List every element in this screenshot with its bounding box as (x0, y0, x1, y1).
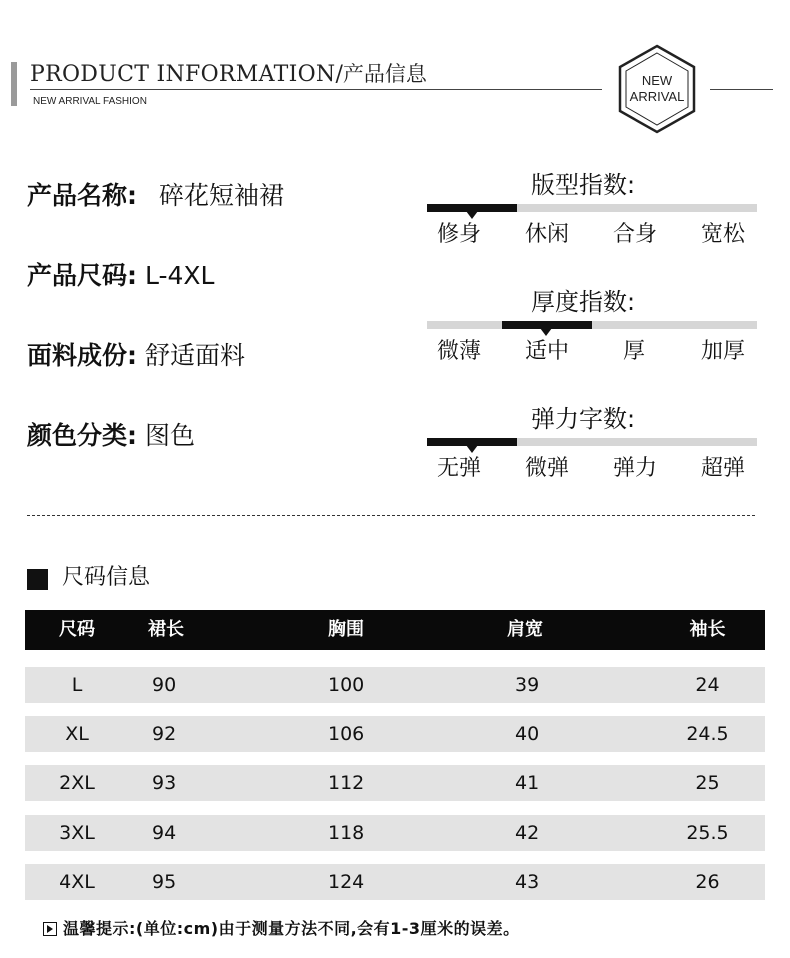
column-header: 肩宽 (507, 619, 543, 640)
size-table-header (25, 610, 765, 650)
table-row (25, 815, 765, 851)
measurement-note (43, 918, 520, 940)
elasticity-index-pointer-icon (466, 445, 478, 453)
bust-cell: 106 (328, 723, 365, 745)
fit-index-pointer-icon (466, 211, 478, 219)
product-name-value: 碎花短袖裙 (158, 181, 284, 210)
page-subtitle: NEW ARRIVAL FASHION (33, 96, 147, 107)
table-row (25, 667, 765, 703)
badge-line2: ARRIVAL (629, 89, 685, 104)
elasticity-index-track (427, 438, 757, 446)
product-fabric-value: 舒适面料 (144, 341, 245, 370)
page-title-cn: 产品信息 (342, 62, 427, 86)
shoulder-cell: 42 (515, 822, 540, 844)
sleeve-cell: 24 (695, 674, 720, 696)
product-size-label: 产品尺码: (27, 261, 137, 290)
header-divider (30, 89, 602, 90)
fit-option: 修身 (437, 222, 482, 247)
product-size-row (27, 261, 214, 291)
bust-cell: 100 (328, 674, 365, 696)
elasticity-option: 微弹 (525, 456, 570, 481)
new-arrival-badge (616, 44, 698, 134)
square-bullet-icon (27, 569, 48, 590)
size-cell: 4XL (59, 871, 95, 893)
product-fabric-row (27, 341, 245, 371)
column-header: 袖长 (689, 619, 726, 640)
size-cell: XL (65, 723, 89, 745)
product-size-value: L-4XL (144, 261, 215, 290)
column-header: 胸围 (328, 619, 364, 640)
page-title-separator: / (335, 62, 343, 87)
fit-option: 宽松 (701, 222, 746, 247)
page-title (30, 58, 427, 92)
elasticity-option: 无弹 (437, 456, 482, 481)
column-header: 尺码 (59, 619, 95, 640)
product-color-value: 图色 (144, 421, 195, 450)
thickness-option: 加厚 (701, 339, 746, 364)
elasticity-option: 弹力 (613, 456, 658, 481)
size-section-title: 尺码信息 (62, 565, 151, 590)
fit-index-title: 版型指数: (531, 171, 636, 199)
bust-cell: 124 (328, 871, 365, 893)
length-cell: 90 (152, 674, 177, 696)
thickness-index-pointer-icon (540, 328, 552, 336)
sleeve-cell: 26 (695, 871, 720, 893)
elasticity-index-title: 弹力字数: (531, 405, 636, 433)
table-row (25, 765, 765, 801)
size-cell: L (71, 674, 83, 696)
length-cell: 93 (152, 772, 177, 794)
bust-cell: 118 (328, 822, 365, 844)
length-cell: 95 (152, 871, 177, 893)
dashed-divider (27, 515, 755, 516)
column-header: 裙长 (148, 619, 184, 640)
product-name-row (27, 181, 284, 211)
measurement-note-text: 温馨提示:(单位:cm)由于测量方法不同,会有1-3厘米的误差。 (63, 919, 520, 938)
shoulder-cell: 43 (515, 871, 540, 893)
table-row (25, 864, 765, 900)
thickness-option: 厚 (623, 339, 646, 364)
shoulder-cell: 39 (515, 674, 540, 696)
length-cell: 92 (152, 723, 177, 745)
product-fabric-label: 面料成份: (27, 341, 137, 370)
sleeve-cell: 24.5 (686, 723, 729, 745)
badge-line1: NEW (641, 73, 673, 88)
sleeve-cell: 25 (695, 772, 720, 794)
page-title-en: PRODUCT INFORMATION (30, 62, 336, 87)
product-color-row (27, 421, 195, 451)
table-row (25, 716, 765, 752)
fit-option: 休闲 (525, 222, 570, 247)
elasticity-option: 超弹 (701, 456, 746, 481)
thickness-index-title: 厚度指数: (531, 288, 636, 316)
fit-index-track (427, 204, 757, 212)
thickness-option: 适中 (525, 339, 570, 364)
product-color-label: 颜色分类: (27, 421, 137, 450)
shoulder-cell: 41 (515, 772, 540, 794)
bust-cell: 112 (328, 772, 365, 794)
header-divider-right (710, 89, 773, 90)
fit-option: 合身 (613, 222, 658, 247)
sleeve-cell: 25.5 (686, 822, 729, 844)
shoulder-cell: 40 (515, 723, 540, 745)
size-cell: 3XL (59, 822, 95, 844)
product-name-label: 产品名称: (27, 181, 137, 210)
play-icon (43, 922, 57, 936)
length-cell: 94 (152, 822, 177, 844)
thickness-index-track (427, 321, 757, 329)
thickness-option: 微薄 (437, 339, 482, 364)
header-accent-bar (11, 62, 17, 106)
size-cell: 2XL (59, 772, 95, 794)
